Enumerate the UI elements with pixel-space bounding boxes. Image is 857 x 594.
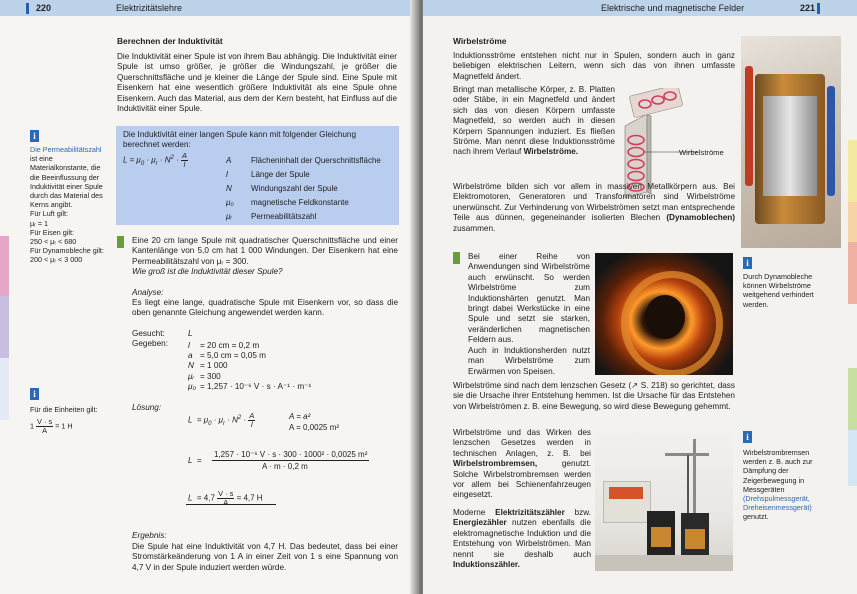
paragraph-2-bold: Wirbelströme. [523,147,579,157]
application-marker [453,252,460,264]
coil-winding [651,527,671,547]
unit-one: 1 [30,421,34,431]
edge-stripe [0,296,9,358]
right-page-number: 221 [800,3,816,13]
left-header [0,0,418,16]
sidebar-dynamobleche: Durch Dynamobleche können Wirbelströme weitgehend verhindert werden. [743,272,814,309]
analysis-text: Es liegt eine lange, quadratische Spule mit Eisenkern vor, so dass die oben genannte Gleichung angewendet werden kann. [132,298,398,318]
section-title: Berechnen der Induktivität [117,36,223,46]
paragraph-7-bold1: Elektrizitätszähler [495,508,565,517]
legend-symbol: N [226,184,232,193]
sidebar-line: Für Luft gilt: [30,209,68,219]
paragraph-7-a: Moderne [453,508,486,517]
unit-denominator: A [42,426,48,435]
paragraph-6-text: Wirbelströme und das Wirken des lenzschen Gesetzes werden in technischen Anlagen, z. B. bei [453,428,591,458]
sidebar-line: Für Dynamobleche gilt: [30,246,104,256]
paragraph-6 [453,428,591,501]
solution-step1-side-b: A = 0,0025 m² [289,423,340,432]
legend-symbol: A [226,156,232,165]
permeability-definition: ist eine Materialkonstante, die die Beeinflussung der Induktivität einer Spule durch das Material des Kerns angibt. [30,154,103,210]
paragraph-4: Bei einer Reihe von Anwendungen sind Wirbelströme auch erwünscht. So werden Wirbelströme zum Induktionshärten genutzt. Man bringt dabei Werkstücke in eine Spule und setzt sie starken, veränderlichen magnetischen Feldern aus. [468,252,590,345]
given-value: = 300 [200,372,221,381]
legend-description: Permeabilitätszahl [251,212,317,221]
edge-stripe [0,358,9,420]
unit-numerator: V · s [37,417,53,426]
given-value: = 1,257 · 10⁻⁶ V · s · A⁻¹ · m⁻¹ [200,382,312,391]
analysis-label: Analyse: [132,288,164,297]
coil-plate [763,96,817,196]
section-title-wirbelstroeme: Wirbelströme [453,36,507,46]
task-text: Eine 20 cm lange Spule mit quadratischer Querschnittsfläche und einer Kantenlänge von 5,0 cm hat 1 000 Windungen. Der Eisenkern hat eine Permeabilitätszahl von μᵣ = 300. [132,236,398,266]
paragraph-2 [453,85,615,158]
gegeben-label: Gegeben: [132,339,168,348]
solution-step1-side-a: A = a² [289,412,311,421]
solution-step2-lhs: L = [188,456,202,465]
solution-step3: L = 4,7 $\frac{V \cdot s}{A} = 4,7$ H [188,489,263,507]
unit-fraction [36,418,53,435]
edge-stripe [848,368,857,430]
left-header-title: Elektrizitätslehre [116,3,183,13]
left-page-number: 220 [36,3,52,13]
right-page [423,0,857,594]
sidebar-line: 250 < μᵣ < 680 [30,237,77,247]
paragraph-3-text: Wirbelströme bilden sich vor allem in massiven Metallkörpern aus. Bei Elektromotoren, Generatoren und Transformatoren sind Wirbelströme unerwünscht. Zur Verhinderung von Wirbelströmen setzt man entsprechende Teile aus dünnen, gegeneinander isolierten Blechen [453,182,735,223]
base-plate [595,555,733,571]
sidebar-line: 200 < μᵣ < 3 000 [30,255,83,265]
main-formula: $L = \mu_0 \cdot \mu_r \cdot N^2$ · $\frac{A}{l}$ [123,151,187,169]
coil-winding [685,529,705,549]
edge-stripe [848,202,857,242]
sidebar-line: Für Eisen gilt: [30,227,74,237]
legend-symbol: μᵣ [226,212,232,221]
paragraph-2-text: Bringt man metallische Körper, z. B. Platten oder Stäbe, in ein Magnetfeld und ändert sich das von diesen Körpern umfasste Magnetfeld, so werden auch in diesen Körpern Spannungen induziert. Es fließen Ströme. Man nennt diese Induktionsströme nach ihrem Verlauf [453,85,615,157]
edge-stripe [848,140,857,202]
formula-lead: Die Induktivität einer langen Spule kann mit folgender Gleichung berechnet werden: [123,130,357,150]
sidebar-wirbelstrombremsen [743,448,823,522]
sidebar-line: μᵣ = 1 [30,218,49,228]
coil-wire [745,66,753,186]
gesucht-label: Gesucht: [132,329,165,338]
right-header-bar [817,3,820,14]
sidebar-brake-instruments: (Drehspulmessgerät, Dreheisenmessgerät) [743,494,812,513]
formula-fraction: $\frac{A}{l}$ [182,151,187,169]
given-symbol: μᵣ [188,372,195,381]
paragraph-7-bold3: Induktionszähler. [453,560,520,570]
power-supply-panel [609,487,643,499]
solution-step2-denominator: A · m · 0,2 m [262,462,308,471]
info-icon: i [30,388,39,400]
given-symbol: l [188,341,190,350]
hardening-core [645,295,685,339]
paragraph-5: Wirbelströme sind nach dem lenzschen Gesetz (↗ S. 218) so gerichtet, dass sie die Ursache ihrer Entstehung hemmen. Ist die Ursache für das Entstehen von Wirbelströmen z. B. eine Bewegung, so wird diese Bewegung gehemmt. [453,381,735,411]
edge-stripe [848,242,857,304]
photo-eddy-current-brake [595,431,733,571]
gesucht-value: L [188,329,193,338]
solution-step1: $L = \mu_0 \cdot \mu_r \cdot N^2$ · $\frac{A}{l}$ [188,411,255,429]
paragraph-7-bold2: Energiezähler [453,518,507,528]
paragraph-3-bold: (Dynamoblechen) [666,213,736,223]
paragraph-3 [453,182,735,234]
left-header-bar [26,3,29,14]
given-symbol: a [188,351,193,360]
sidebar-brake-end: genutzt. [743,512,769,522]
paragraph-1: Induktionsströme entstehen nicht nur in Spulen, sondern auch in ganz beliebigen elektrischen Leitern, wenn sich das von ihnen umfasste Magnetfeld ändert. [453,51,735,81]
ergebnis-text: Die Spule hat eine Induktivität von 4,7 H. Das bedeutet, dass bei einer Stromstärkeänderung von 1 A in einer Zeit von 1 s eine Spannung von 4,7 V in der Spule induziert werden würde. [132,542,398,572]
sidebar-brake-text: Wirbelstrombremsen werden z. B. auch zur Dämpfung der Zeigerbewegung in Messgeräten [743,448,813,494]
legend-description: Flächeninhalt der Querschnittsfläche [251,156,381,165]
right-header-title: Elektrische und magnetische Felder [601,3,745,13]
edge-stripe [848,430,857,486]
paragraph-4b: Auch in Induktionsherden nutzt man Wirbelströme zum Erwärmen von Speisen. [468,346,590,376]
legend-description: Windungszahl der Spule [251,184,338,193]
photo-induction-hardening [595,253,733,375]
edge-stripe [0,236,9,296]
pendulum [687,455,689,517]
info-icon: i [743,431,752,443]
given-symbol: N [188,361,194,370]
paragraph-7-c: nutzen ebenfalls die elektromagnetische Induktion und die Entstehung von Wirbelströmen. Man nennt sie deshalb auch [453,518,591,559]
legend-symbol: μ₀ [226,198,234,207]
legend-symbol: l [226,170,228,179]
result-underline [186,504,276,505]
diagram-label-wirbelstroeme: Wirbelströme [679,148,724,157]
photo-coil-apparatus [741,36,841,248]
permeability-term: Die Permeabilitätszahl [30,145,102,154]
left-page [0,0,418,594]
given-symbol: μ₀ [188,382,196,391]
legend-description: Länge der Spule [251,170,310,179]
unit-equation [30,418,114,435]
info-icon: i [30,130,39,142]
paragraph-7-b: bzw. [574,508,591,517]
sidebar-units-text: Für die Einheiten gilt: [30,405,98,414]
solution-step2-numerator: 1,257 · 10⁻⁶ V · s · 300 · 1000² · 0,0025 m² [214,450,368,459]
paragraph-7 [453,508,591,570]
given-value: = 1 000 [200,361,228,370]
loesung-label: Lösung: [132,403,162,412]
given-value: = 5,0 cm = 0,05 m [200,351,266,360]
info-icon: i [743,257,752,269]
paragraph-3-end: zusammen. [453,223,496,233]
task-marker [117,236,124,248]
paragraph-6-end: genutzt. Solche Wirbelstrombremsen werden vor allem bei Schienenfahrzeugen eingesetzt. [453,459,591,500]
paragraph-6-bold: Wirbelstrombremsen, [453,459,538,469]
given-value: = 20 cm = 0,2 m [200,341,260,350]
unit-result: = 1 H [55,421,73,431]
sidebar-note-permeability [30,145,110,265]
intro-paragraph: Die Induktivität einer Spule ist von ihrem Bau abhängig. Die Induktivität einer Spule ist umso größer, je größer die Windungszahl, je größer die Querschnittsfläche und je kleiner die Länge der Spule sind. Eine Spule mit Eisenkern hat eine wesentlich größere Induktivität als eine Spule ohne Eisenkern. Auch das Material, aus dem der Kern besteht, hat Einfluss auf die Induktivität einer Spule. [117,52,397,114]
coil-wire [827,86,835,196]
task-question: Wie groß ist die Induktivität dieser Spule? [132,267,283,276]
ergebnis-label: Ergebnis: [132,531,167,540]
legend-description: magnetische Feldkonstante [251,198,349,207]
